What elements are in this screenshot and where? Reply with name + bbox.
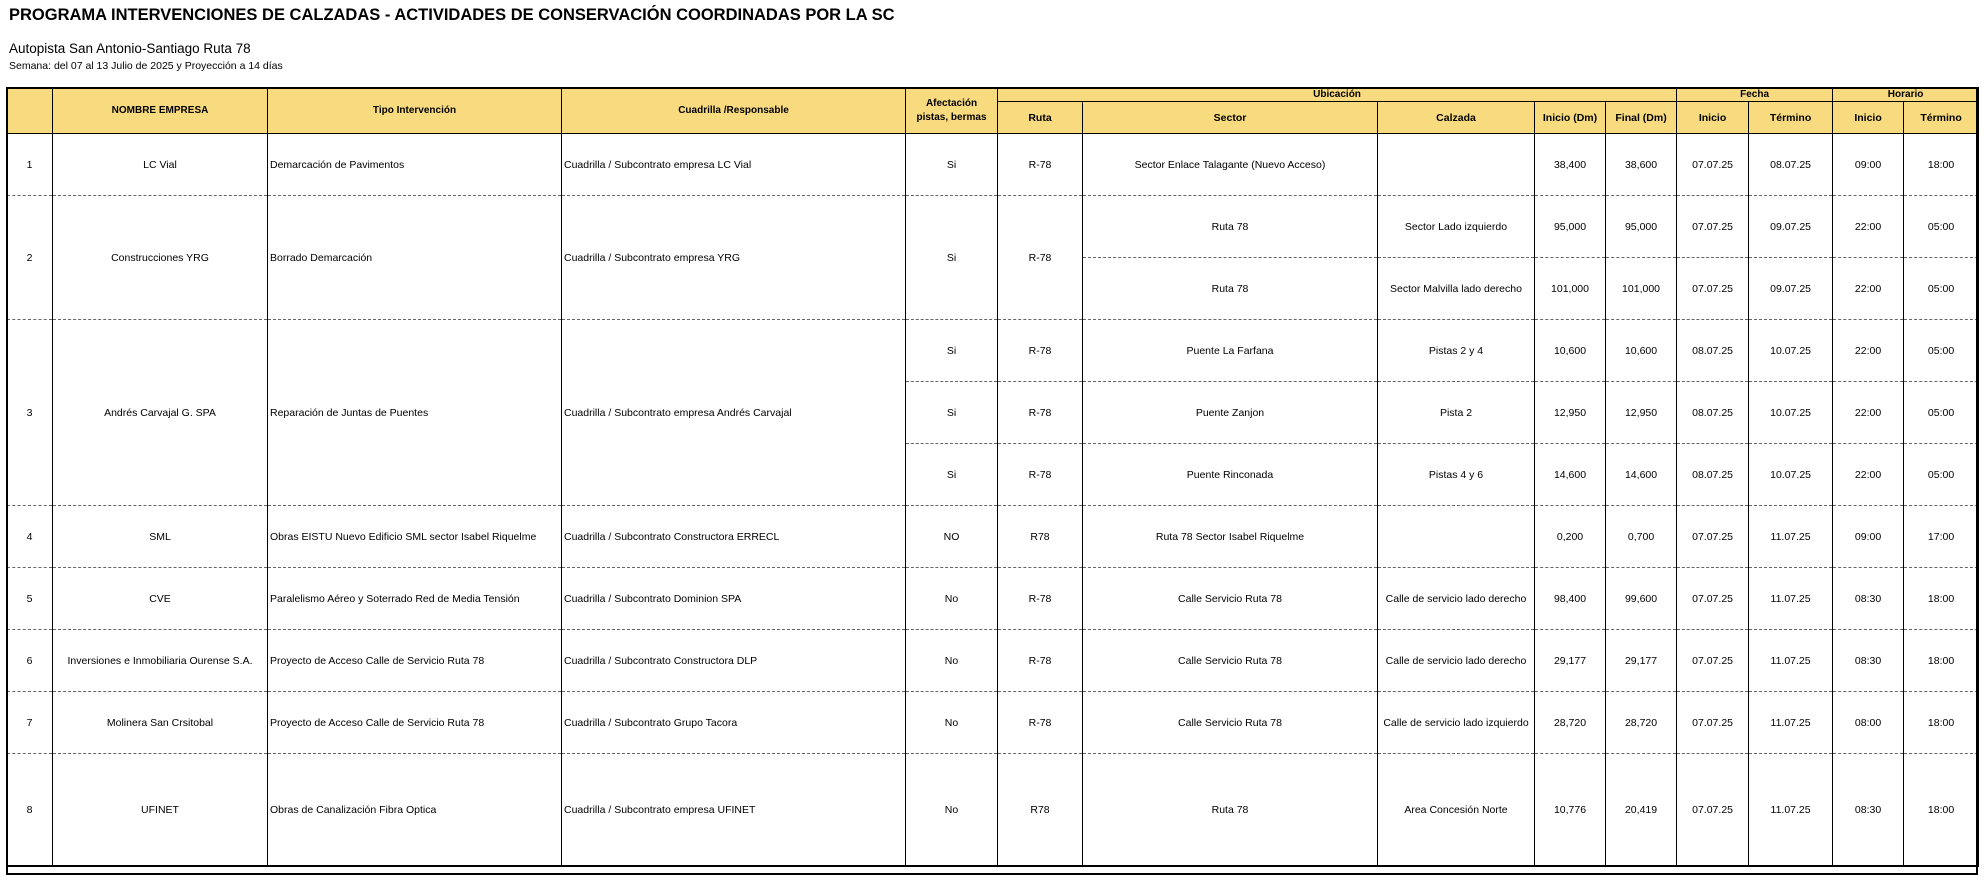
- ruta-cell: R78: [998, 754, 1083, 867]
- horario-termino-cell: 18:00: [1904, 134, 1979, 196]
- sector-cell: Ruta 78: [1083, 258, 1378, 320]
- row-number: 6: [7, 630, 53, 692]
- ruta-cell: R-78: [998, 444, 1083, 506]
- tipo-cell: Proyecto de Acceso Calle de Servicio Ruta 78: [268, 692, 562, 754]
- cuadrilla-cell: Cuadrilla / Subcontrato empresa YRG: [562, 196, 906, 320]
- sector-cell: Puente Zanjon: [1083, 382, 1378, 444]
- afectacion-cell: NO: [906, 506, 998, 568]
- header-ruta: Ruta: [998, 102, 1083, 134]
- final-dm-cell: 28,720: [1606, 692, 1677, 754]
- final-dm-cell: 95,000: [1606, 196, 1677, 258]
- horario-termino-cell: 18:00: [1904, 568, 1979, 630]
- header-horario-termino: Término: [1904, 102, 1979, 134]
- inicio-dm-cell: 28,720: [1535, 692, 1606, 754]
- horario-inicio-cell: 08:00: [1833, 692, 1904, 754]
- cuadrilla-cell: Cuadrilla / Subcontrato empresa LC Vial: [562, 134, 906, 196]
- afectacion-cell: Si: [906, 382, 998, 444]
- fecha-inicio-cell: 07.07.25: [1677, 754, 1749, 867]
- horario-termino-cell: 05:00: [1904, 196, 1979, 258]
- sector-cell: Calle Servicio Ruta 78: [1083, 692, 1378, 754]
- calzada-cell: Sector Malvilla lado derecho: [1378, 258, 1535, 320]
- final-dm-cell: 20,419: [1606, 754, 1677, 867]
- horario-inicio-cell: 08:30: [1833, 630, 1904, 692]
- fecha-termino-cell: 08.07.25: [1749, 134, 1833, 196]
- horario-termino-cell: 18:00: [1904, 692, 1979, 754]
- fecha-inicio-cell: 08.07.25: [1677, 382, 1749, 444]
- afectacion-cell: Si: [906, 444, 998, 506]
- calzada-cell: Pistas 4 y 6: [1378, 444, 1535, 506]
- horario-inicio-cell: 22:00: [1833, 258, 1904, 320]
- header-horario-inicio: Inicio: [1833, 102, 1904, 134]
- fecha-termino-cell: 11.07.25: [1749, 568, 1833, 630]
- sector-cell: Ruta 78: [1083, 196, 1378, 258]
- horario-inicio-cell: 22:00: [1833, 444, 1904, 506]
- fecha-termino-cell: 11.07.25: [1749, 506, 1833, 568]
- sector-cell: Calle Servicio Ruta 78: [1083, 568, 1378, 630]
- empresa-cell: UFINET: [53, 754, 268, 867]
- table-row: [7, 568, 1979, 630]
- calzada-cell: Pistas 2 y 4: [1378, 320, 1535, 382]
- tipo-cell: Borrado Demarcación: [268, 196, 562, 320]
- header-number: [7, 88, 53, 134]
- ruta-cell: R-78: [998, 630, 1083, 692]
- tipo-cell: Paralelismo Aéreo y Soterrado Red de Media Tensión: [268, 568, 562, 630]
- fecha-inicio-cell: 08.07.25: [1677, 444, 1749, 506]
- inicio-dm-cell: 38,400: [1535, 134, 1606, 196]
- row-number: 5: [7, 568, 53, 630]
- final-dm-cell: 12,950: [1606, 382, 1677, 444]
- fecha-inicio-cell: 07.07.25: [1677, 196, 1749, 258]
- horario-termino-cell: 17:00: [1904, 506, 1979, 568]
- ruta-cell: R-78: [998, 692, 1083, 754]
- horario-termino-cell: 05:00: [1904, 320, 1979, 382]
- interventions-table: [6, 87, 1979, 867]
- header-cuadrilla: Cuadrilla /Responsable: [562, 88, 906, 134]
- fecha-termino-cell: 09.07.25: [1749, 196, 1833, 258]
- table-row: [7, 506, 1979, 568]
- inicio-dm-cell: 95,000: [1535, 196, 1606, 258]
- cuadrilla-cell: Cuadrilla / Subcontrato empresa Andrés Carvajal: [562, 320, 906, 506]
- tipo-cell: Obras EISTU Nuevo Edificio SML sector Isabel Riquelme: [268, 506, 562, 568]
- horario-termino-cell: 05:00: [1904, 382, 1979, 444]
- document-title: PROGRAMA INTERVENCIONES DE CALZADAS - ACTIVIDADES DE CONSERVACIÓN COORDINADAS POR LA SC: [9, 6, 895, 24]
- inicio-dm-cell: 14,600: [1535, 444, 1606, 506]
- header-horario: Horario: [1833, 88, 1979, 102]
- calzada-cell: [1378, 506, 1535, 568]
- header-afectacion-line2: pistas, bermas: [916, 111, 987, 123]
- inicio-dm-cell: 12,950: [1535, 382, 1606, 444]
- sector-cell: Puente La Farfana: [1083, 320, 1378, 382]
- header-calzada: Calzada: [1378, 102, 1535, 134]
- sector-cell: Ruta 78: [1083, 754, 1378, 867]
- table-row: [7, 754, 1979, 867]
- ruta-cell: R-78: [998, 568, 1083, 630]
- inicio-dm-cell: 0,200: [1535, 506, 1606, 568]
- fecha-inicio-cell: 07.07.25: [1677, 506, 1749, 568]
- inicio-dm-cell: 98,400: [1535, 568, 1606, 630]
- sector-cell: Ruta 78 Sector Isabel Riquelme: [1083, 506, 1378, 568]
- inicio-dm-cell: 10,776: [1535, 754, 1606, 867]
- final-dm-cell: 14,600: [1606, 444, 1677, 506]
- header-inicio-dm: Inicio (Dm): [1535, 102, 1606, 134]
- fecha-termino-cell: 11.07.25: [1749, 754, 1833, 867]
- sector-cell: Sector Enlace Talagante (Nuevo Acceso): [1083, 134, 1378, 196]
- final-dm-cell: 99,600: [1606, 568, 1677, 630]
- ruta-cell: R-78: [998, 134, 1083, 196]
- cuadrilla-cell: Cuadrilla / Subcontrato empresa UFINET: [562, 754, 906, 867]
- header-empresa: NOMBRE EMPRESA: [53, 88, 268, 134]
- header-afectacion: [906, 88, 998, 134]
- cuadrilla-cell: Cuadrilla / Subcontrato Dominion SPA: [562, 568, 906, 630]
- header-ubicacion: Ubicación: [998, 88, 1677, 102]
- header-tipo: Tipo Intervención: [268, 88, 562, 134]
- calzada-cell: Area Concesión Norte: [1378, 754, 1535, 867]
- fecha-termino-cell: 11.07.25: [1749, 692, 1833, 754]
- ruta-cell: R-78: [998, 382, 1083, 444]
- empresa-cell: SML: [53, 506, 268, 568]
- table-row: [7, 320, 1979, 382]
- fecha-termino-cell: 10.07.25: [1749, 320, 1833, 382]
- cuadrilla-cell: Cuadrilla / Subcontrato Grupo Tacora: [562, 692, 906, 754]
- empresa-cell: Inversiones e Inmobiliaria Ourense S.A.: [53, 630, 268, 692]
- horario-inicio-cell: 08:30: [1833, 754, 1904, 867]
- row-number: 8: [7, 754, 53, 867]
- fecha-inicio-cell: 07.07.25: [1677, 568, 1749, 630]
- afectacion-cell: No: [906, 754, 998, 867]
- horario-inicio-cell: 09:00: [1833, 506, 1904, 568]
- header-fecha-termino: Término: [1749, 102, 1833, 134]
- week-range: Semana: del 07 al 13 Julio de 2025 y Proyección a 14 días: [9, 60, 283, 72]
- calzada-cell: Pista 2: [1378, 382, 1535, 444]
- table-row: [7, 196, 1979, 258]
- row-number: 2: [7, 196, 53, 320]
- afectacion-cell: No: [906, 630, 998, 692]
- row-number: 3: [7, 320, 53, 506]
- fecha-termino-cell: 10.07.25: [1749, 444, 1833, 506]
- ruta-cell: R-78: [998, 320, 1083, 382]
- empresa-cell: Molinera San Crsitobal: [53, 692, 268, 754]
- tipo-cell: Reparación de Juntas de Puentes: [268, 320, 562, 506]
- calzada-cell: Sector Lado izquierdo: [1378, 196, 1535, 258]
- inicio-dm-cell: 29,177: [1535, 630, 1606, 692]
- calzada-cell: Calle de servicio lado izquierdo: [1378, 692, 1535, 754]
- afectacion-cell: Si: [906, 134, 998, 196]
- sector-cell: Calle Servicio Ruta 78: [1083, 630, 1378, 692]
- header-sector: Sector: [1083, 102, 1378, 134]
- final-dm-cell: 10,600: [1606, 320, 1677, 382]
- sector-cell: Puente Rinconada: [1083, 444, 1378, 506]
- tipo-cell: Proyecto de Acceso Calle de Servicio Ruta 78: [268, 630, 562, 692]
- horario-inicio-cell: 09:00: [1833, 134, 1904, 196]
- fecha-inicio-cell: 07.07.25: [1677, 692, 1749, 754]
- calzada-cell: Calle de servicio lado derecho: [1378, 568, 1535, 630]
- horario-inicio-cell: 22:00: [1833, 320, 1904, 382]
- calzada-cell: Calle de servicio lado derecho: [1378, 630, 1535, 692]
- fecha-inicio-cell: 07.07.25: [1677, 258, 1749, 320]
- fecha-inicio-cell: 07.07.25: [1677, 134, 1749, 196]
- fecha-termino-cell: 11.07.25: [1749, 630, 1833, 692]
- afectacion-cell: Si: [906, 320, 998, 382]
- fecha-termino-cell: 09.07.25: [1749, 258, 1833, 320]
- tipo-cell: Obras de Canalización Fibra Optica: [268, 754, 562, 867]
- fecha-inicio-cell: 07.07.25: [1677, 630, 1749, 692]
- horario-termino-cell: 05:00: [1904, 444, 1979, 506]
- empresa-cell: CVE: [53, 568, 268, 630]
- empresa-cell: Andrés Carvajal G. SPA: [53, 320, 268, 506]
- horario-inicio-cell: 22:00: [1833, 196, 1904, 258]
- calzada-cell: [1378, 134, 1535, 196]
- row-number: 4: [7, 506, 53, 568]
- tipo-cell: Demarcación de Pavimentos: [268, 134, 562, 196]
- afectacion-cell: No: [906, 692, 998, 754]
- horario-inicio-cell: 22:00: [1833, 382, 1904, 444]
- final-dm-cell: 101,000: [1606, 258, 1677, 320]
- horario-termino-cell: 18:00: [1904, 630, 1979, 692]
- horario-termino-cell: 18:00: [1904, 754, 1979, 867]
- afectacion-cell: No: [906, 568, 998, 630]
- cuadrilla-cell: Cuadrilla / Subcontrato Constructora ERRECL: [562, 506, 906, 568]
- row-number: 7: [7, 692, 53, 754]
- afectacion-cell: Si: [906, 196, 998, 320]
- horario-termino-cell: 05:00: [1904, 258, 1979, 320]
- empresa-cell: LC Vial: [53, 134, 268, 196]
- empresa-cell: Construcciones YRG: [53, 196, 268, 320]
- inicio-dm-cell: 101,000: [1535, 258, 1606, 320]
- table-row: [7, 630, 1979, 692]
- document-subtitle: Autopista San Antonio-Santiago Ruta 78: [9, 41, 251, 56]
- table-row: [7, 692, 1979, 754]
- horario-inicio-cell: 08:30: [1833, 568, 1904, 630]
- header-final-dm: Final (Dm): [1606, 102, 1677, 134]
- ruta-cell: R78: [998, 506, 1083, 568]
- header-fecha-inicio: Inicio: [1677, 102, 1749, 134]
- header-fecha: Fecha: [1677, 88, 1833, 102]
- final-dm-cell: 0,700: [1606, 506, 1677, 568]
- header-afectacion-line1: Afectación: [925, 97, 978, 109]
- final-dm-cell: 38,600: [1606, 134, 1677, 196]
- cuadrilla-cell: Cuadrilla / Subcontrato Constructora DLP: [562, 630, 906, 692]
- row-number: 1: [7, 134, 53, 196]
- final-dm-cell: 29,177: [1606, 630, 1677, 692]
- fecha-inicio-cell: 08.07.25: [1677, 320, 1749, 382]
- table-row: [7, 134, 1979, 196]
- inicio-dm-cell: 10,600: [1535, 320, 1606, 382]
- fecha-termino-cell: 10.07.25: [1749, 382, 1833, 444]
- ruta-cell: R-78: [998, 196, 1083, 320]
